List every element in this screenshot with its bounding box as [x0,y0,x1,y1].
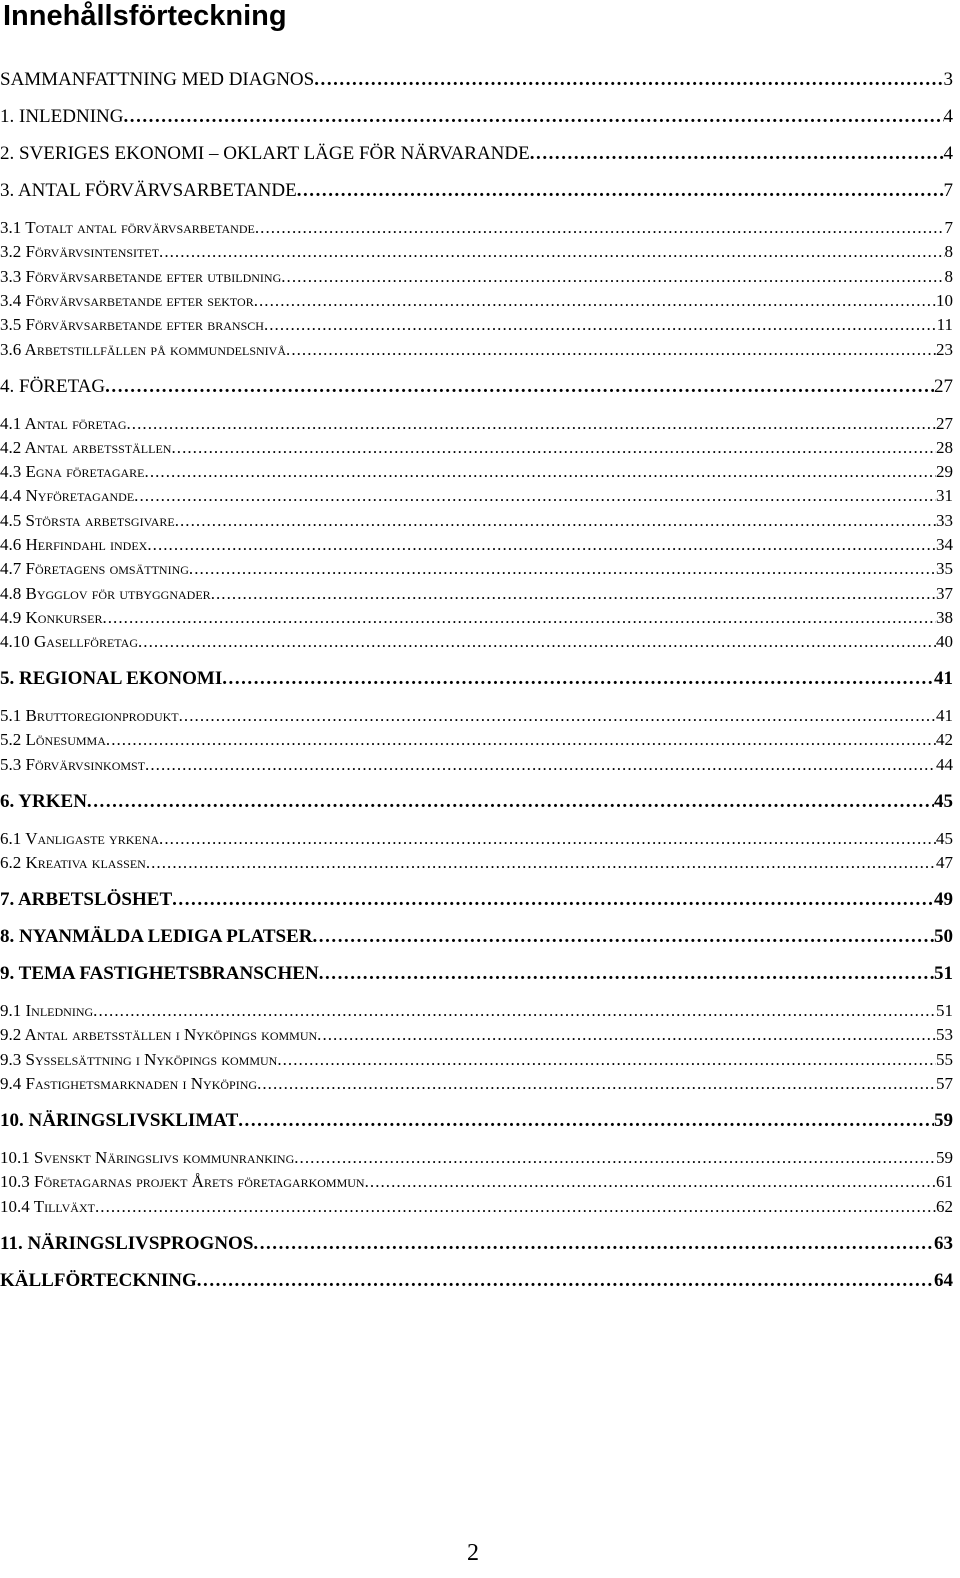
toc-entry-label: 4.3 Egna företagare [0,462,145,481]
toc-entry[interactable] [0,667,953,691]
toc-entry-label: 4.2 Antal arbetsställen [0,438,172,457]
toc-entry[interactable] [0,533,953,557]
toc-entry-label: 2. SVERIGES EKONOMI – OKLART LÄGE FÖR NÄRVARANDE [0,143,530,164]
toc-entry-page: 59 [936,1148,953,1167]
toc-entry-page: 62 [936,1197,953,1216]
toc-leader-dots [146,851,936,875]
toc-entry-page: 34 [936,535,953,554]
toc-entry[interactable] [0,790,953,814]
toc-leader-dots [147,533,936,557]
toc-leader-dots [257,1072,936,1096]
toc-leader-dots [159,240,944,264]
toc-entry[interactable] [0,925,953,949]
toc-leader-dots [134,484,936,508]
toc-entry[interactable] [0,606,953,630]
toc-entry-label: 9. TEMA FASTIGHETSBRANSCHEN [0,963,319,984]
toc-entry-page: 53 [936,1025,953,1044]
toc-entry[interactable] [0,460,953,484]
toc-entry[interactable] [0,216,953,240]
toc-leader-dots [159,827,936,851]
toc-leader-dots [179,704,936,728]
toc-entry-page: 23 [936,340,953,359]
toc-entry[interactable] [0,704,953,728]
toc-entry[interactable] [0,1232,953,1256]
toc-entry-label: 10.3 Företagarnas projekt Årets företagarkommun [0,1172,365,1191]
toc-entry[interactable] [0,289,953,313]
toc-leader-dots [313,925,935,949]
toc-entry-label: 9.4 Fastighetsmarknaden i Nyköping [0,1074,258,1093]
toc-entry-label: 5.3 Förvärvsinkomst [0,755,146,774]
toc-entry-label: 4.7 Företagens omsättning [0,559,189,578]
toc-entry-page: 45 [936,829,953,848]
toc-entry-label: 4.4 Nyföretagande [0,486,135,505]
toc-leader-dots [172,888,934,912]
toc-entry[interactable] [0,1170,953,1194]
toc-entry[interactable] [0,484,953,508]
toc-entry-page: 37 [936,584,953,603]
toc-entry-page: 11 [936,315,953,334]
toc-entry[interactable] [0,1048,953,1072]
toc-entry-label: 3. ANTAL FÖRVÄRVSARBETANDE [0,180,297,201]
toc-leader-dots [171,436,936,460]
toc-entry[interactable] [0,851,953,875]
toc-entry-label: 3.3 Förvärvsarbetande efter utbildning [0,267,282,286]
toc-entry-page: 8 [944,267,953,286]
toc-entry-page: 41 [934,668,953,689]
toc-entry[interactable] [0,1146,953,1170]
toc-leader-dots [189,557,936,581]
toc-entry-page: 55 [936,1050,953,1069]
toc-leader-dots [253,1232,934,1256]
page-number: 2 [467,1540,479,1566]
toc-entry-label: 10.1 Svenskt Näringslivs kommunranking [0,1148,295,1167]
toc-leader-dots [175,509,936,533]
toc-leader-dots [106,728,936,752]
toc-entry[interactable] [0,1195,953,1219]
toc-entry-page: 63 [934,1233,953,1254]
toc-entry[interactable] [0,240,953,264]
toc-entry-page: 27 [934,376,953,397]
toc-entry[interactable] [0,888,953,912]
toc-leader-dots [264,313,937,337]
toc-entry[interactable] [0,630,953,654]
toc-entry[interactable] [0,1072,953,1096]
page-title: Innehållsförteckning [3,0,287,32]
toc-entry[interactable] [0,753,953,777]
toc-leader-dots [102,606,936,630]
toc-entry-page: 31 [936,486,953,505]
toc-leader-dots [105,375,934,399]
toc-entry-label: 1. INLEDNING [0,106,124,127]
toc-entry[interactable] [0,375,953,399]
toc-leader-dots [145,753,936,777]
toc-entry-label: 5.2 Lönesumma [0,730,106,749]
toc-entry[interactable] [0,557,953,581]
toc-entry[interactable] [0,68,953,92]
toc-entry[interactable] [0,962,953,986]
toc-leader-dots [286,338,936,362]
toc-entry-page: 61 [936,1172,953,1191]
toc-entry-label: 3.2 Förvärvsintensitet [0,242,160,261]
toc-leader-dots [530,142,944,166]
toc-entry-label: 4.8 Bygglov för utbyggnader [0,584,211,603]
toc-leader-dots [123,105,943,129]
toc-entry-page: 59 [934,1110,953,1131]
toc-entry[interactable] [0,1269,953,1293]
toc-entry-page: 28 [936,438,953,457]
toc-entry[interactable] [0,313,953,337]
toc-entry-label: KÄLLFÖRTECKNING [0,1270,197,1291]
toc-entry[interactable] [0,1023,953,1047]
toc-entry[interactable] [0,412,953,436]
toc-entry-label: 8. NYANMÄLDA LEDIGA PLATSER [0,926,313,947]
toc-leader-dots [197,1269,934,1293]
toc-entry-page: 51 [936,1001,953,1020]
toc-leader-dots [314,68,943,92]
toc-leader-dots [87,790,934,814]
toc-entry-label: 6.1 Vanligaste yrkena [0,829,160,848]
toc-entry[interactable] [0,338,953,362]
toc-entry-page: 10 [936,291,953,310]
toc-leader-dots [294,1146,936,1170]
toc-leader-dots [138,630,936,654]
toc-entry-page: 3 [943,69,953,90]
toc-leader-dots [317,1023,936,1047]
toc-entry-page: 4 [943,143,953,164]
toc-leader-dots [277,1048,936,1072]
toc-entry-label: 5.1 Bruttoregionprodukt [0,706,179,725]
toc-leader-dots [222,667,934,691]
toc-leader-dots [281,265,944,289]
toc-entry[interactable] [0,827,953,851]
toc-leader-dots [238,1109,934,1133]
toc-leader-dots [145,460,936,484]
toc-entry-page: 8 [944,242,953,261]
toc-entry[interactable] [0,999,953,1023]
toc-entry[interactable] [0,265,953,289]
toc-leader-dots [254,289,936,313]
toc-entry-page: 35 [936,559,953,578]
toc-entry-page: 29 [936,462,953,481]
toc-entry-page: 50 [934,926,953,947]
toc-entry-page: 44 [936,755,953,774]
toc-leader-dots [127,412,937,436]
toc-entry-page: 47 [936,853,953,872]
toc-entry-page: 7 [943,180,953,201]
toc-entry-label: 9.1 Inledning [0,1001,94,1020]
toc-entry-page: 42 [936,730,953,749]
toc-entry[interactable] [0,1109,953,1133]
toc-entry-label: 6. YRKEN [0,791,87,812]
toc-entry-label: 3.4 Förvärvsarbetande efter sektor [0,291,254,310]
toc-leader-dots [365,1170,936,1194]
toc-entry[interactable] [0,509,953,533]
toc-entry-label: 4. FÖRETAG [0,376,106,397]
toc-entry-label: 4.5 Största arbetsgivare [0,511,175,530]
toc-leader-dots [255,216,945,240]
toc-entry-label: 3.5 Förvärvsarbetande efter bransch [0,315,264,334]
toc-entry-label: 4.6 Herfindahl index [0,535,148,554]
toc-entry-label: 9.2 Antal arbetsställen i Nyköpings kommun [0,1025,318,1044]
toc-entry-label: 7. ARBETSLÖSHET [0,889,173,910]
toc-entry-page: 40 [936,632,953,651]
toc-entry[interactable] [0,142,953,166]
toc-entry-label: 11. NÄRINGSLIVSPROGNOS [0,1233,254,1254]
toc-entry-label: 6.2 Kreativa klassen [0,853,146,872]
toc-entry-label: 3.1 Totalt antal förvärvsarbetande [0,218,255,237]
toc-leader-dots [211,582,936,606]
toc-entry-page: 33 [936,511,953,530]
toc-leader-dots [95,1195,936,1219]
toc-entry-label: 10.4 Tillväxt [0,1197,95,1216]
toc-entry-page: 57 [936,1074,953,1093]
toc-entry-label: 5. REGIONAL EKONOMI [0,668,223,689]
toc-entry-page: 27 [936,414,953,433]
toc-entry-page: 45 [934,791,953,812]
toc-entry-page: 4 [943,106,953,127]
toc-entry-label: SAMMANFATTNING MED DIAGNOS [0,69,315,90]
toc-entry-page: 41 [936,706,953,725]
toc-entry-page: 49 [934,889,953,910]
toc-leader-dots [319,962,934,986]
toc-entry[interactable] [0,105,953,129]
toc-entry-label: 9.3 Sysselsättning i Nyköpings kommun [0,1050,278,1069]
toc-entry[interactable] [0,179,953,203]
toc-entry-label: 4.1 Antal företag [0,414,127,433]
toc-entry-label: 4.9 Konkurser [0,608,103,627]
toc-entry-label: 3.6 Arbetstillfällen på kommundelsnivå [0,340,287,359]
toc-entry[interactable] [0,436,953,460]
toc-entry-page: 7 [944,218,953,237]
toc-entry-page: 51 [934,963,953,984]
toc-entry-label: 4.10 Gasellföretag [0,632,138,651]
toc-entry[interactable] [0,582,953,606]
toc-entry[interactable] [0,728,953,752]
toc-entry-label: 10. NÄRINGSLIVSKLIMAT [0,1110,239,1131]
toc-leader-dots [297,179,944,203]
toc-entry-page: 38 [936,608,953,627]
toc-entry-page: 64 [934,1270,953,1291]
toc-leader-dots [93,999,936,1023]
